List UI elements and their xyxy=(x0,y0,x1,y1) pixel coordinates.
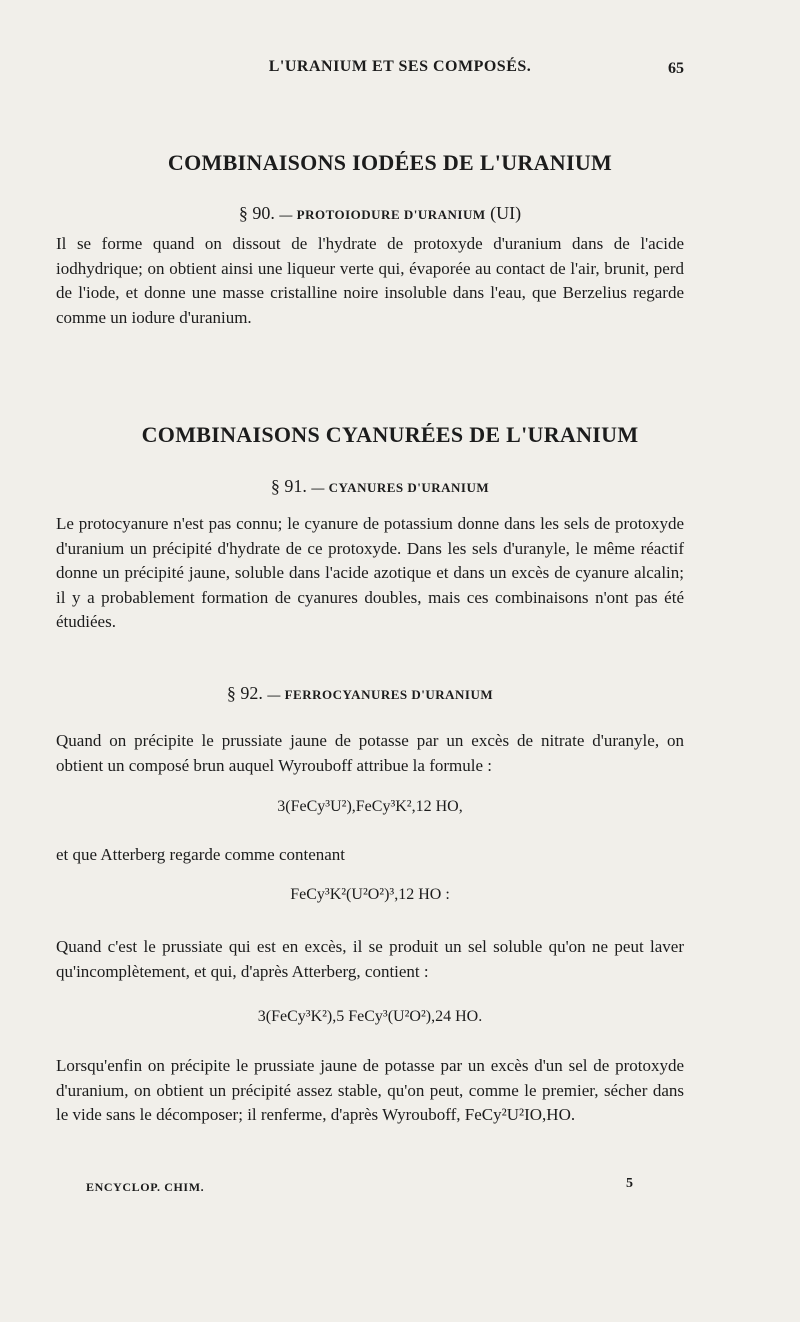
section-90-formula: (UI) xyxy=(490,203,522,223)
formula-2: FeCy³K²(U²O²)³,12 HO : xyxy=(290,886,450,903)
section-92-paragraph-1: Quand on précipite le prussiate jaune de potasse par un excès de nitrate d'uranyle, on obtient un composé brun auquel Wyrouboff attribue la formule : xyxy=(56,731,684,775)
section-92-paragraph-3: Quand c'est le prussiate qui est en excès, il se produit un sel soluble qu'on ne peut laver qu'incomplètement, et qui, d'après Atterberg, contient : xyxy=(56,937,684,981)
footer-sheet-number: 5 xyxy=(626,1176,633,1191)
formula-3: 3(FeCy³K²),5 FeCy³(U²O²),24 HO. xyxy=(257,1008,483,1025)
running-title: L'URANIUM ET SES COMPOSÉS. xyxy=(268,58,532,75)
section-92-paragraph-4: Lorsqu'enfin on précipite le prussiate jaune de potasse par un excès d'un sel de protoxyde d'uranium, on obtient un précipité assez stable, qu'on peut, comme le premier, sécher dans le vide sans le décomposer; il renferme, d'après Wyrouboff, FeCy²U²IO,HO. xyxy=(56,1056,684,1124)
footer-signature: ENCYCLOP. CHIM. xyxy=(86,1180,205,1194)
section-90-title: — PROTOIODURE D'URANIUM xyxy=(279,207,486,222)
section-92-title: — FERROCYANURES D'URANIUM xyxy=(267,687,494,702)
formula-1: 3(FeCy³U²),FeCy³K²,12 HO, xyxy=(277,798,463,815)
section-91-heading xyxy=(0,476,760,497)
section-91-number: § 91. xyxy=(270,476,307,496)
section-91-paragraph: Le protocyanure n'est pas connu; le cyanure de potassium donne dans les sels de protoxyde d'uranium un précipité d'hydrate de ce protoxyde. Dans les sels d'uranyle, le même réactif donne un précipité jaune, soluble dans l'acide azotique et dans un excès de cyanure alcalin; il y a probablement formation de cyanures doubles, mais ces combinaisons n'ont pas été étudiées. xyxy=(56,514,684,631)
page-number: 65 xyxy=(668,60,684,77)
cyanide-heading: COMBINAISONS CYANURÉES DE L'URANIUM xyxy=(141,422,639,447)
section-90-paragraph: Il se forme quand on dissout de l'hydrate de protoxyde d'uranium dans de l'acide iodhydrique; on obtient ainsi une liqueur verte qui, évaporée au contact de l'air, brunit, perd de l'iode, et donne une masse cristalline noire insoluble dans l'eau, que Berzelius regarde comme un iodure d'uranium. xyxy=(56,234,684,327)
section-90-heading xyxy=(0,203,760,224)
section-91-title: — CYANURES D'URANIUM xyxy=(311,480,490,495)
iodine-heading: COMBINAISONS IODÉES DE L'URANIUM xyxy=(167,150,613,175)
section-92-paragraph-2: et que Atterberg regarde comme contenant xyxy=(56,845,346,864)
section-90-number: § 90. xyxy=(238,203,275,223)
section-92-number: § 92. xyxy=(226,683,263,703)
section-92-heading xyxy=(0,683,720,704)
